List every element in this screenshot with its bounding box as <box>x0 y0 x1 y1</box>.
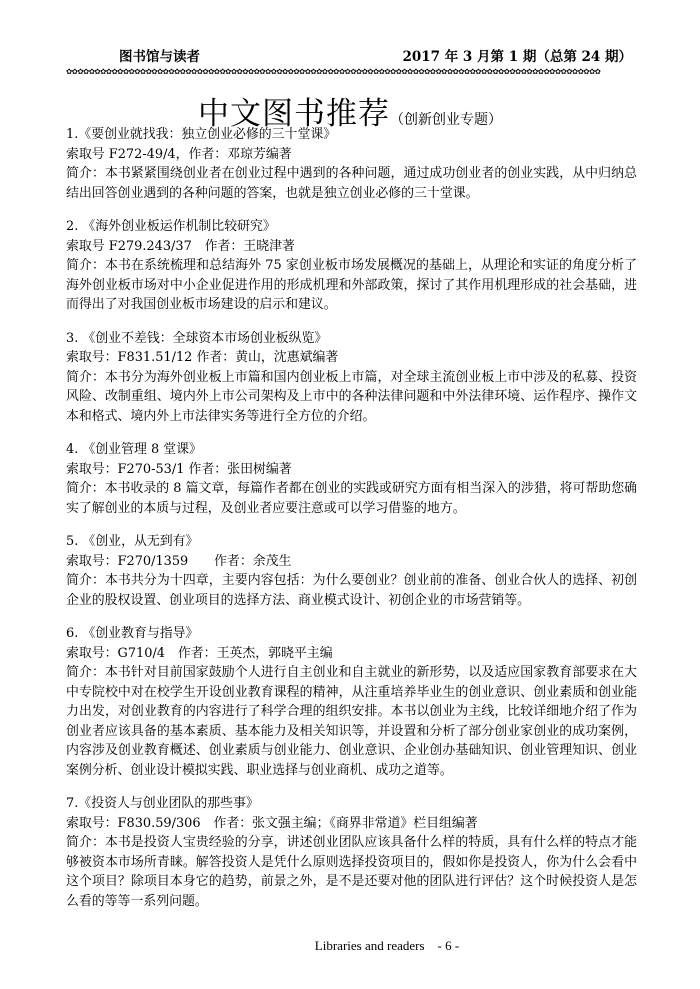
book-summary: 简介：本书针对目前国家鼓励个人进行自主创业和自主就业的新形势，以及适应国家教育部要求在大中专院校中对在校学生开设创业教育课程的精神，从注重培养毕业生的创业意识、创业素质和创业能力出发，对创业教育的内容进行了科学合理的组织安排。本书以创业为主线，比较详细地介绍了作为创业者应该具备的基本素质、基本能力及相关知识等，并设置和分析了部分创业家创业的成功案例，内容涉及创业教育概述、创业素质与创业能力、创业意识、企业创办基础知识、创业管理知识、创业案例分析、创业设计模拟实践、职业选择与创业商机、成功之道等。 <box>66 665 637 778</box>
book-summary: 简介：本书收录的 8 篇文章，每篇作者都在创业的实践或研究方面有相当深入的涉猎，将可帮助您确实了解创业的本质与过程，及创业者应要注意或可以学习借鉴的地方。 <box>66 481 637 516</box>
book-heading: 6. 《创业教育与指导》 <box>66 626 199 641</box>
decorative-star-rule: ✿✿✿✿✿✿✿✿✿✿✿✿✿✿✿✿✿✿✿✿✿✿✿✿✿✿✿✿✿✿✿✿✿✿✿✿✿✿✿✿✿✿✿✿✿✿✿✿✿✿✿✿✿✿✿✿✿✿✿✿✿✿✿✿✿✿✿✿✿✿✿✿✿✿✿✿✿✿✿✿✿✿✿✿✿✿✿✿✿✿✿✿✿✿ <box>66 67 601 76</box>
book-heading: 2. 《海外创业板运作机制比较研究》 <box>66 219 276 234</box>
book-heading: 1.《要创业就找我：独立创业必修的三十堂课》 <box>66 127 337 142</box>
book-entry-5 <box>66 532 637 610</box>
book-summary: 简介：本书分为海外创业板上市篇和国内创业板上市篇，对全球主流创业板上市中涉及的私募、投资风险、改制重组、境内外上市公司架构及上市中的各种法律问题和中外法律环境、运作程序、操作文本和格式、境内外上市法律实务等进行全方位的介绍。 <box>66 369 637 424</box>
book-summary: 简介：本书在系统梳理和总结海外 75 家创业板市场发展概况的基础上，从理论和实证的角度分析了海外创业板市场对中小企业促进作用的形成机理和外部政策，探讨了其作用机理形成的社会基础，进而得出了对我国创业板市场建设的启示和建议。 <box>66 258 637 312</box>
running-header <box>119 45 632 65</box>
book-call-number: 索取号：F830.59/306 作者：张文强主编；《商界非常道》栏目组编著 <box>66 815 478 831</box>
book-call-number: 索取号：G710/4 作者：王英杰，郭晓平主编 <box>66 645 333 661</box>
book-heading: 7.《投资人与创业团队的那些事》 <box>66 796 259 811</box>
journal-name: 图书馆与读者 <box>119 49 200 65</box>
page-title-subtitle: （创新创业专题） <box>390 112 502 128</box>
book-summary: 简介：本书共分为十四章，主要内容包括：为什么要创业？创业前的准备、创业合伙人的选择、初创企业的股权设置、创业项目的选择方法、商业模式设计、初创企业的市场营销等。 <box>66 573 637 608</box>
book-entry-7 <box>66 794 637 911</box>
book-call-number: 索取号：F270-53/1 作者：张田树编著 <box>66 461 292 477</box>
book-call-number: 索取号 F279.243/37 作者：王晓津著 <box>66 238 295 254</box>
book-entry-6 <box>66 624 637 780</box>
book-heading: 4. 《创业管理 8 堂课》 <box>66 442 202 457</box>
book-heading: 5. 《创业，从无到有》 <box>66 534 199 549</box>
page-title-main: 中文图书推荐 <box>198 96 390 132</box>
issue-info: 2017 年 3 月第 1 期（总第 24 期） <box>402 49 632 65</box>
book-heading: 3. 《创业不差钱：全球资本市场创业板纵览》 <box>66 330 328 346</box>
book-entry-3 <box>66 329 637 427</box>
book-call-number: 索取号：F270/1359 作者：余茂生 <box>66 553 292 569</box>
book-summary: 简介：本书是投资人宝贵经验的分享，讲述创业团队应该具备什么样的特质，具有什么样的特点才能够被资本市场所青睐。解答投资人是凭什么原则选择投资项目的，假如你是投资人，你为什么会看中这个项目？除项目本身它的趋势，前景之外，是不是还要对他的团队进行评估？这个时候投资人是怎么看的等等一系列问题。 <box>66 835 637 909</box>
page-footer: Libraries and readers - 6 - <box>314 938 460 953</box>
book-entry-1 <box>66 125 637 203</box>
book-summary: 简介：本书紧紧围绕创业者在创业过程中遇到的各种问题，通过成功创业者的创业实践，从中归纳总结出回答创业遇到的各种问题的答案，也就是独立创业必修的三十堂课。 <box>66 166 637 201</box>
book-call-number: 索取号 F272-49/4，作者：邓琼芳编著 <box>66 146 292 162</box>
book-entry-4 <box>66 440 637 518</box>
book-entry-2 <box>66 217 637 315</box>
book-call-number: 索取号：F831.51/12 作者：黄山，沈惠斌编著 <box>66 350 339 365</box>
book-list <box>66 125 637 925</box>
